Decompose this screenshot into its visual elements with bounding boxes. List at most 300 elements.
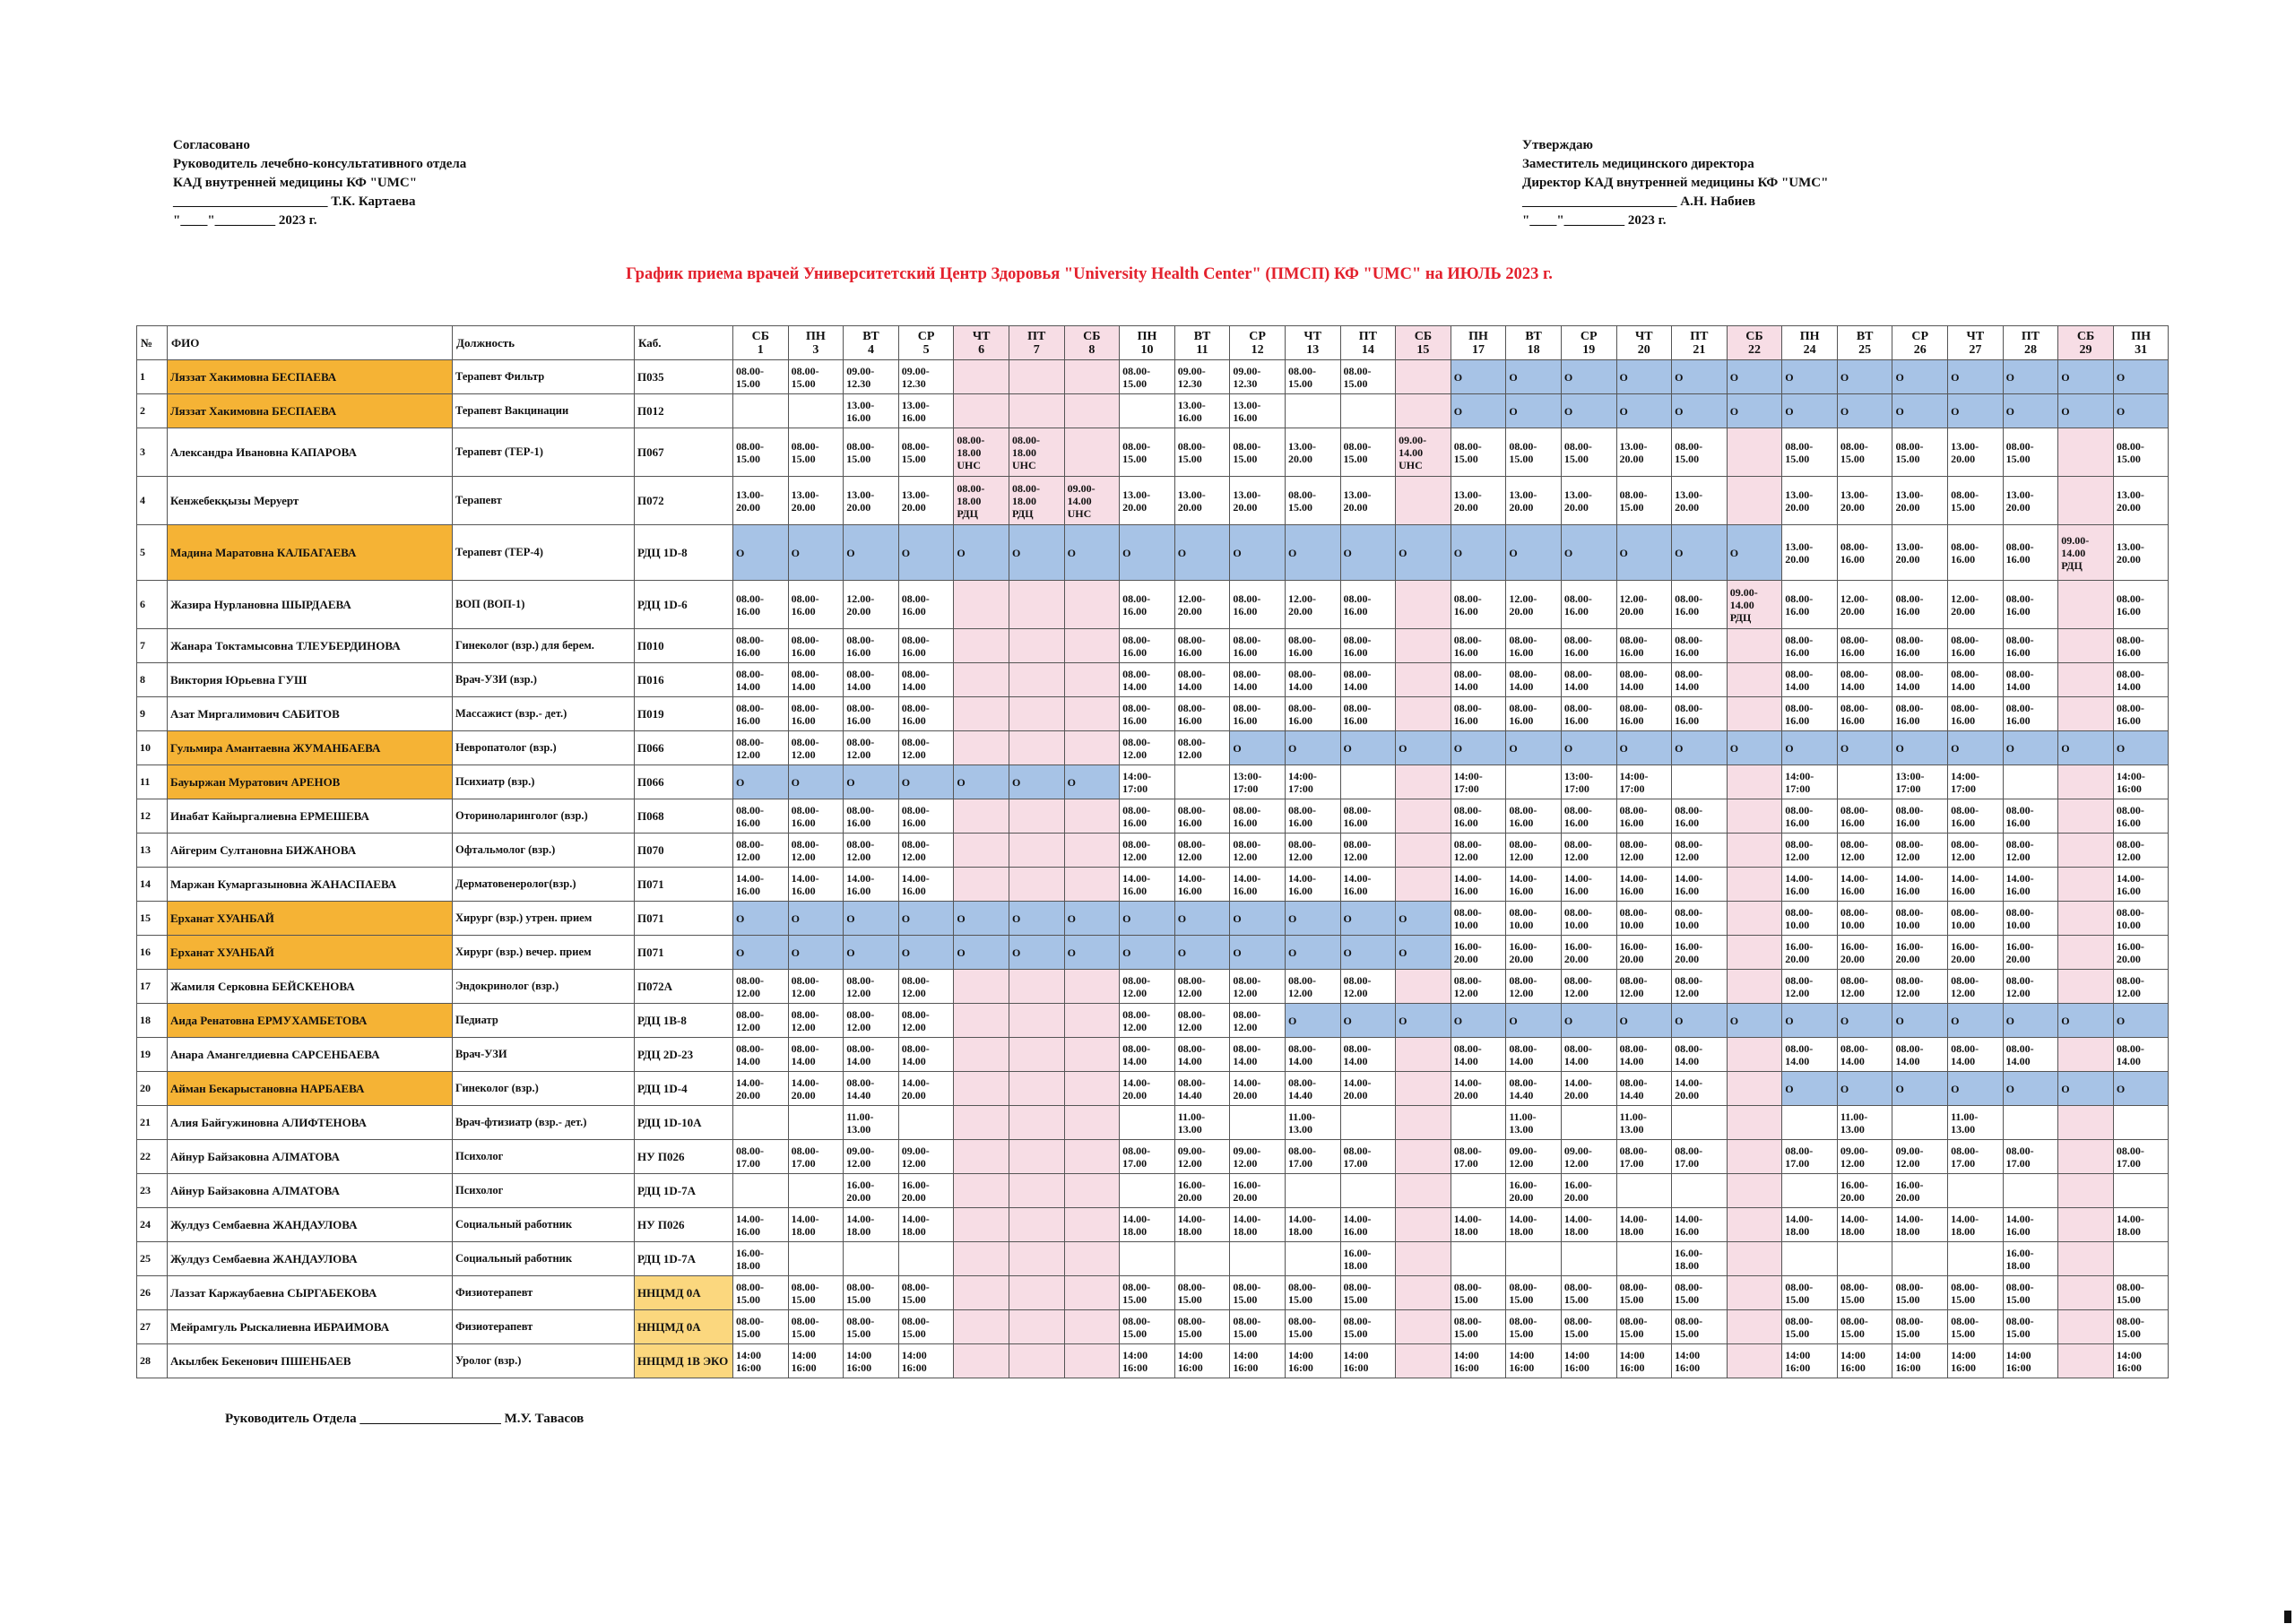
schedule-cell (1727, 902, 1782, 936)
cell-line: 14.00- (1233, 1212, 1261, 1225)
cell-line: 15.00 (1287, 1292, 1312, 1306)
vacation-cell (1782, 731, 1838, 765)
cell-line: 14.00 (1785, 1054, 1810, 1067)
cell-line: 16:00 (1287, 1361, 1313, 1374)
room-number: П066 (635, 765, 733, 799)
cell-line: 14:00 (1675, 1348, 1701, 1361)
schedule-cell (2113, 1174, 2169, 1208)
cell-line: 12.30 (1177, 376, 1202, 390)
room-number: П067 (635, 428, 733, 477)
cell-line: 14.00 (2005, 679, 2031, 693)
header-date: 25 (1858, 342, 1872, 357)
cell-line: 16.00 (2116, 645, 2141, 659)
cell-line: 16.00 (1895, 604, 1920, 618)
table-row (137, 697, 2169, 731)
cell-line: 13.00- (1895, 540, 1924, 553)
cell-line: 12.00 (901, 986, 926, 999)
schedule-cell (2113, 1038, 2169, 1072)
schedule-cell (1837, 525, 1892, 581)
schedule-cell (1174, 477, 1230, 525)
cell-line: O (1177, 911, 1187, 925)
cell-line: 08.00- (1895, 633, 1924, 646)
doctor-position: Массажист (взр.- дет.) (453, 697, 635, 731)
schedule-cell (1837, 868, 1892, 902)
cell-line: 08.00- (1563, 667, 1592, 680)
schedule-cell (1009, 1310, 1064, 1344)
cell-line: 13.00- (2116, 488, 2144, 501)
cell-line: 14:00- (1951, 769, 1980, 782)
cell-line: 09.00- (1233, 1144, 1261, 1157)
schedule-cell (1230, 1004, 1286, 1038)
schedule-cell (788, 834, 844, 868)
schedule-cell (1672, 629, 1728, 663)
schedule-cell (844, 1140, 899, 1174)
cell-line: 14.00- (1233, 871, 1261, 885)
schedule-cell (1064, 834, 1120, 868)
cell-line: 16.00 (1177, 410, 1202, 424)
cell-line: 08.00- (736, 735, 764, 748)
cell-line: 08.00- (2116, 973, 2144, 987)
cell-line: 12.00 (1840, 986, 1865, 999)
cell-line: 08.00- (1177, 701, 1206, 714)
cell-line: O (1675, 370, 1684, 384)
doctor-position: Психиатр (взр.) (453, 765, 635, 799)
cell-line: 20.00 (1563, 500, 1589, 514)
header-weekday: ЧТ (972, 329, 991, 343)
schedule-cell (844, 1004, 899, 1038)
schedule-cell (788, 1140, 844, 1174)
vacation-cell (954, 525, 1009, 581)
schedule-cell (1451, 799, 1506, 834)
cell-line: 08.00- (1453, 1144, 1482, 1157)
cell-line: 15.00 (1895, 1292, 1920, 1306)
cell-line: 08.00- (2116, 592, 2144, 605)
header-day (1782, 326, 1838, 360)
cell-line: 18.00 (1509, 1224, 1534, 1238)
schedule-cell (2058, 1038, 2114, 1072)
schedule-cell (2003, 1276, 2058, 1310)
schedule-cell (954, 1174, 1009, 1208)
doctor-position: Гинеколог (взр.) (453, 1072, 635, 1106)
cell-line: O (1122, 911, 1131, 925)
cell-line: O (1399, 911, 1407, 925)
schedule-cell (1837, 1106, 1892, 1140)
schedule-cell (2003, 1344, 2058, 1378)
cell-line: O (1840, 741, 1849, 755)
vacation-cell (2058, 1072, 2114, 1106)
room-number: РДЦ 1В-8 (635, 1004, 733, 1038)
vacation-cell (954, 902, 1009, 936)
cell-line: 16.00 (846, 816, 871, 829)
cell-line: 12.00 (791, 1020, 816, 1033)
cell-line: 16.00 (901, 604, 926, 618)
doctor-name: Акылбек Бекенович ПШЕНБАЕВ (168, 1344, 453, 1378)
cell-line: 14.00 (1895, 1054, 1920, 1067)
schedule-cell (1230, 629, 1286, 663)
cell-line: 12.00 (1951, 850, 1976, 863)
cell-line: O (1840, 1082, 1849, 1095)
cell-line: 08.00- (1895, 592, 1924, 605)
cell-line: 14.40 (1619, 1088, 1644, 1101)
header-day (1285, 326, 1340, 360)
vacation-cell (1451, 731, 1506, 765)
cell-line: 08.00- (1343, 1041, 1372, 1055)
cell-line: 14.00 (1785, 679, 1810, 693)
header-room: Каб. (635, 326, 733, 360)
cell-line: O (1675, 1014, 1684, 1027)
cell-line: 14.00- (1343, 1075, 1372, 1089)
cell-line: 16.00 (1951, 816, 1976, 829)
cell-line: 12.00 (846, 1156, 871, 1170)
cell-line: 08.00- (1563, 803, 1592, 816)
cell-line: 15.00 (1895, 452, 1920, 465)
cell-line: 08.00- (846, 735, 875, 748)
cell-line: O (1453, 370, 1463, 384)
cell-line: 17.00 (1343, 1156, 1368, 1170)
cell-line: O (1343, 741, 1352, 755)
cell-line: 15.00 (1509, 452, 1534, 465)
cell-line: 12.00 (791, 986, 816, 999)
cell-line: 08.00- (1895, 439, 1924, 453)
cell-line: 16.00- (1563, 1178, 1592, 1191)
cell-line: 08.00- (791, 1314, 819, 1327)
cell-line: 14.00 (736, 1054, 760, 1067)
vacation-cell (1948, 731, 2004, 765)
cell-line: 12.00 (1895, 850, 1920, 863)
cell-line: 16.00 (1287, 884, 1312, 897)
vacation-cell (1892, 394, 1948, 428)
schedule-cell (1064, 1310, 1120, 1344)
cell-line: 16.00 (736, 604, 760, 618)
schedule-cell (1892, 936, 1948, 970)
schedule-cell (1230, 1276, 1286, 1310)
schedule-cell (1782, 902, 1838, 936)
cell-line: 08.00- (1177, 1041, 1206, 1055)
schedule-cell (2113, 697, 2169, 731)
table-row (137, 525, 2169, 581)
cell-line: 10.00 (2116, 918, 2141, 931)
schedule-cell (2113, 1310, 2169, 1344)
schedule-cell (1064, 1072, 1120, 1106)
schedule-cell (898, 1310, 954, 1344)
schedule-cell (1948, 902, 2004, 936)
cell-line: 16:00 (1675, 1361, 1701, 1374)
vacation-cell (2058, 731, 2114, 765)
schedule-cell (2003, 1208, 2058, 1242)
schedule-cell (1009, 1004, 1064, 1038)
cell-line: 16.00 (791, 645, 816, 659)
cell-line: 14.00- (1675, 1212, 1703, 1225)
schedule-cell (733, 868, 789, 902)
schedule-cell (2058, 970, 2114, 1004)
schedule-cell (1727, 581, 1782, 629)
doctor-name: Анара Амангелдиевна САРСЕНБАЕВА (168, 1038, 453, 1072)
cell-line: 08.00- (1343, 973, 1372, 987)
cell-line: 16.00 (1895, 884, 1920, 897)
cell-line: O (736, 546, 745, 559)
vacation-cell (1285, 936, 1340, 970)
schedule-cell (1948, 765, 2004, 799)
cell-line: 08.00- (1675, 701, 1703, 714)
schedule-cell (1451, 1038, 1506, 1072)
cell-line: 14.00 (1675, 1054, 1700, 1067)
cell-line: 08.00- (901, 701, 930, 714)
schedule-cell (1064, 360, 1120, 394)
schedule-cell (1340, 1038, 1396, 1072)
schedule-cell (1064, 629, 1120, 663)
cell-line: 08.00- (2116, 905, 2144, 919)
schedule-cell (1672, 799, 1728, 834)
schedule-cell (2113, 1344, 2169, 1378)
schedule-cell (1672, 1072, 1728, 1106)
cell-line: 08.00- (1177, 1007, 1206, 1021)
cell-line: 17:00 (1785, 782, 1811, 795)
schedule-cell (1616, 1310, 1672, 1344)
schedule-cell (2058, 697, 2114, 731)
header-date: 3 (812, 342, 819, 357)
header-weekday: СБ (1745, 329, 1763, 343)
cell-line: 12.00 (736, 850, 760, 863)
cell-line: 14:00 (1287, 1348, 1313, 1361)
cell-line: O (957, 775, 966, 789)
cell-line: 08.00- (901, 592, 930, 605)
schedule-cell (1340, 1072, 1396, 1106)
schedule-cell (1174, 1276, 1230, 1310)
cell-line: 20.00 (1675, 1088, 1700, 1101)
cell-line: 08.00- (1675, 1144, 1703, 1157)
schedule-cell (1837, 799, 1892, 834)
cell-line: 08.00- (736, 1280, 764, 1293)
cell-line: 08.00- (2005, 1280, 2034, 1293)
cell-line: 08.00- (1785, 592, 1814, 605)
schedule-cell (1230, 360, 1286, 394)
doctor-name: Маржан Кумаргазыновна ЖАНАСПАЕВА (168, 868, 453, 902)
cell-line: 16.00 (1343, 884, 1368, 897)
cell-line: 08.00- (1675, 667, 1703, 680)
cell-line: 14.00- (1951, 871, 1979, 885)
cell-line: 08.00- (736, 439, 764, 453)
schedule-cell (1892, 1038, 1948, 1072)
cell-line: 08.00- (2116, 837, 2144, 851)
cell-line: 14.00 (1233, 679, 1258, 693)
cell-line: O (2005, 370, 2014, 384)
schedule-cell (1837, 629, 1892, 663)
schedule-cell (733, 970, 789, 1004)
cell-line: 08.00- (1233, 633, 1261, 646)
cell-line: 20.00 (1453, 1088, 1478, 1101)
schedule-cell (1230, 581, 1286, 629)
cell-line: 08.00- (1785, 837, 1814, 851)
header-day (1230, 326, 1286, 360)
schedule-cell (1064, 1038, 1120, 1072)
cell-line: 14.00- (1895, 871, 1924, 885)
header-date: 10 (1140, 342, 1154, 357)
cell-line: 15.00 (2116, 452, 2141, 465)
approval-left-block (173, 136, 466, 230)
cell-line: 15.00 (1619, 1292, 1644, 1306)
cell-line: 08.00- (1509, 1075, 1537, 1089)
header-weekday: ПН (2131, 329, 2152, 343)
vacation-cell (1616, 731, 1672, 765)
schedule-cell (2058, 1242, 2114, 1276)
cell-line: 20.00 (1840, 952, 1865, 965)
schedule-cell (954, 1072, 1009, 1106)
cell-line: 13.00- (1233, 488, 1261, 501)
vacation-cell (1230, 731, 1286, 765)
cell-line: 14.00- (1122, 871, 1151, 885)
cell-line: 14.00- (901, 1212, 930, 1225)
cell-line: 15.00 (1619, 500, 1644, 514)
table-row (137, 394, 2169, 428)
cell-line: 08.00- (901, 1007, 930, 1021)
schedule-cell (1451, 970, 1506, 1004)
cell-line: 16:00 (791, 1361, 817, 1374)
schedule-cell (1837, 428, 1892, 477)
cell-line: 17.00 (1675, 1156, 1700, 1170)
cell-line: 15.00 (2005, 1326, 2031, 1340)
doctor-name: Лаззат Каржаубаевна СЫРГАБЕКОВА (168, 1276, 453, 1310)
cell-line: 12.00 (1122, 1020, 1148, 1033)
schedule-cell (788, 1276, 844, 1310)
schedule-cell (954, 868, 1009, 902)
schedule-cell (1561, 902, 1616, 936)
cell-line: 17.00 (2005, 1156, 2031, 1170)
schedule-cell (2113, 581, 2169, 629)
schedule-cell (1009, 360, 1064, 394)
schedule-cell (1009, 1344, 1064, 1378)
schedule-cell (1948, 1038, 2004, 1072)
vacation-cell (788, 936, 844, 970)
schedule-cell (1948, 581, 2004, 629)
doctor-position: Терапевт Фильтр (453, 360, 635, 394)
schedule-cell (1506, 663, 1562, 697)
schedule-cell (1230, 868, 1286, 902)
cell-line: O (1011, 946, 1021, 959)
schedule-cell (1837, 834, 1892, 868)
schedule-cell (898, 834, 954, 868)
cell-line: 16.00 (1343, 816, 1368, 829)
cell-line: 15.00 (1343, 1292, 1368, 1306)
cell-line: O (791, 775, 800, 789)
vacation-cell (844, 525, 899, 581)
cell-line: O (1011, 911, 1021, 925)
cell-line: 14:00 (1177, 1348, 1203, 1361)
vacation-cell (2113, 731, 2169, 765)
schedule-cell (1009, 799, 1064, 834)
schedule-cell (2113, 902, 2169, 936)
cell-line: 12.00 (736, 986, 760, 999)
cell-line: 15.00 (1343, 452, 1368, 465)
doctor-position: Психолог (453, 1174, 635, 1208)
cell-line: 08.00- (1233, 973, 1261, 987)
header-weekday: СР (1249, 329, 1266, 343)
cell-line: 13.00- (1233, 398, 1261, 411)
cell-line: 18.00 (1122, 1224, 1148, 1238)
schedule-cell (1340, 394, 1396, 428)
schedule-cell (1120, 1072, 1175, 1106)
cell-line: 08.00- (1122, 439, 1151, 453)
cell-line: 08.00- (1287, 1314, 1316, 1327)
schedule-cell (1174, 1344, 1230, 1378)
cell-line: 08.00- (1619, 633, 1648, 646)
cell-line: 08.00- (1619, 667, 1648, 680)
schedule-cell (1561, 697, 1616, 731)
schedule-cell (1340, 1276, 1396, 1310)
schedule-cell (1174, 1038, 1230, 1072)
header-date: 31 (2135, 342, 2148, 357)
cell-line: O (1895, 741, 1904, 755)
room-number: РДЦ 1D-6 (635, 581, 733, 629)
schedule-cell (2058, 1140, 2114, 1174)
cell-line: 16.00 (901, 410, 926, 424)
approval-right-line: Утверждаю (1522, 138, 1593, 152)
cell-line: 08.00- (1675, 1041, 1703, 1055)
cell-line: 10.00 (1563, 918, 1589, 931)
schedule-cell (1230, 970, 1286, 1004)
cell-line: 12.00- (1619, 592, 1648, 605)
cell-line: 14.00 (901, 1054, 926, 1067)
cell-line: 16.00 (1785, 713, 1810, 727)
cell-line: 16.00- (1785, 939, 1814, 953)
approval-left-line: Согласовано (173, 138, 250, 152)
cell-line: 14.00- (901, 871, 930, 885)
schedule-cell (1396, 581, 1451, 629)
schedule-cell (2003, 525, 2058, 581)
schedule-cell (1782, 765, 1838, 799)
cell-line: 16:00 (1619, 1361, 1645, 1374)
cell-line: 08.00- (1619, 1041, 1648, 1055)
vacation-cell (1120, 902, 1175, 936)
schedule-cell (2113, 970, 2169, 1004)
cell-line: 09.00- (846, 1144, 875, 1157)
cell-line: 12.00 (1233, 1156, 1258, 1170)
schedule-cell (2113, 1106, 2169, 1140)
cell-line: 12.00 (1509, 986, 1534, 999)
cell-line: 08.00- (1619, 1314, 1648, 1327)
schedule-cell (1340, 1310, 1396, 1344)
room-number: П072 (635, 477, 733, 525)
cell-line: 08.00- (1563, 1041, 1592, 1055)
cell-line: 08.00- (1343, 364, 1372, 377)
cell-line: 15.00 (2116, 1326, 2141, 1340)
schedule-cell (2058, 834, 2114, 868)
schedule-cell (1561, 629, 1616, 663)
schedule-cell (954, 1276, 1009, 1310)
row-number: 14 (137, 868, 168, 902)
doctor-position: Терапевт Вакцинации (453, 394, 635, 428)
header-date: 17 (1472, 342, 1485, 357)
cell-line: 14:00 (901, 1348, 927, 1361)
doctor-position: Физиотерапевт (453, 1310, 635, 1344)
schedule-cell (1230, 1344, 1286, 1378)
cell-line: 12.00 (1343, 850, 1368, 863)
cell-line: 08.00- (1233, 1280, 1261, 1293)
vacation-cell (954, 936, 1009, 970)
cell-line: 16.00 (1563, 884, 1589, 897)
cell-line: 08.00- (1122, 803, 1151, 816)
cell-line: 08.00- (1011, 433, 1040, 446)
cell-line: 08.00- (901, 1314, 930, 1327)
cell-line: 16.00 (846, 645, 871, 659)
cell-line: 14:00 (1619, 1348, 1645, 1361)
schedule-cell (1285, 360, 1340, 394)
cell-line: 16:00 (1840, 1361, 1866, 1374)
cell-line: 13.00- (2116, 540, 2144, 553)
schedule-cell (1561, 970, 1616, 1004)
cell-line: 14.00- (1563, 871, 1592, 885)
cell-line: 16.00 (1563, 645, 1589, 659)
header-day (1174, 326, 1230, 360)
